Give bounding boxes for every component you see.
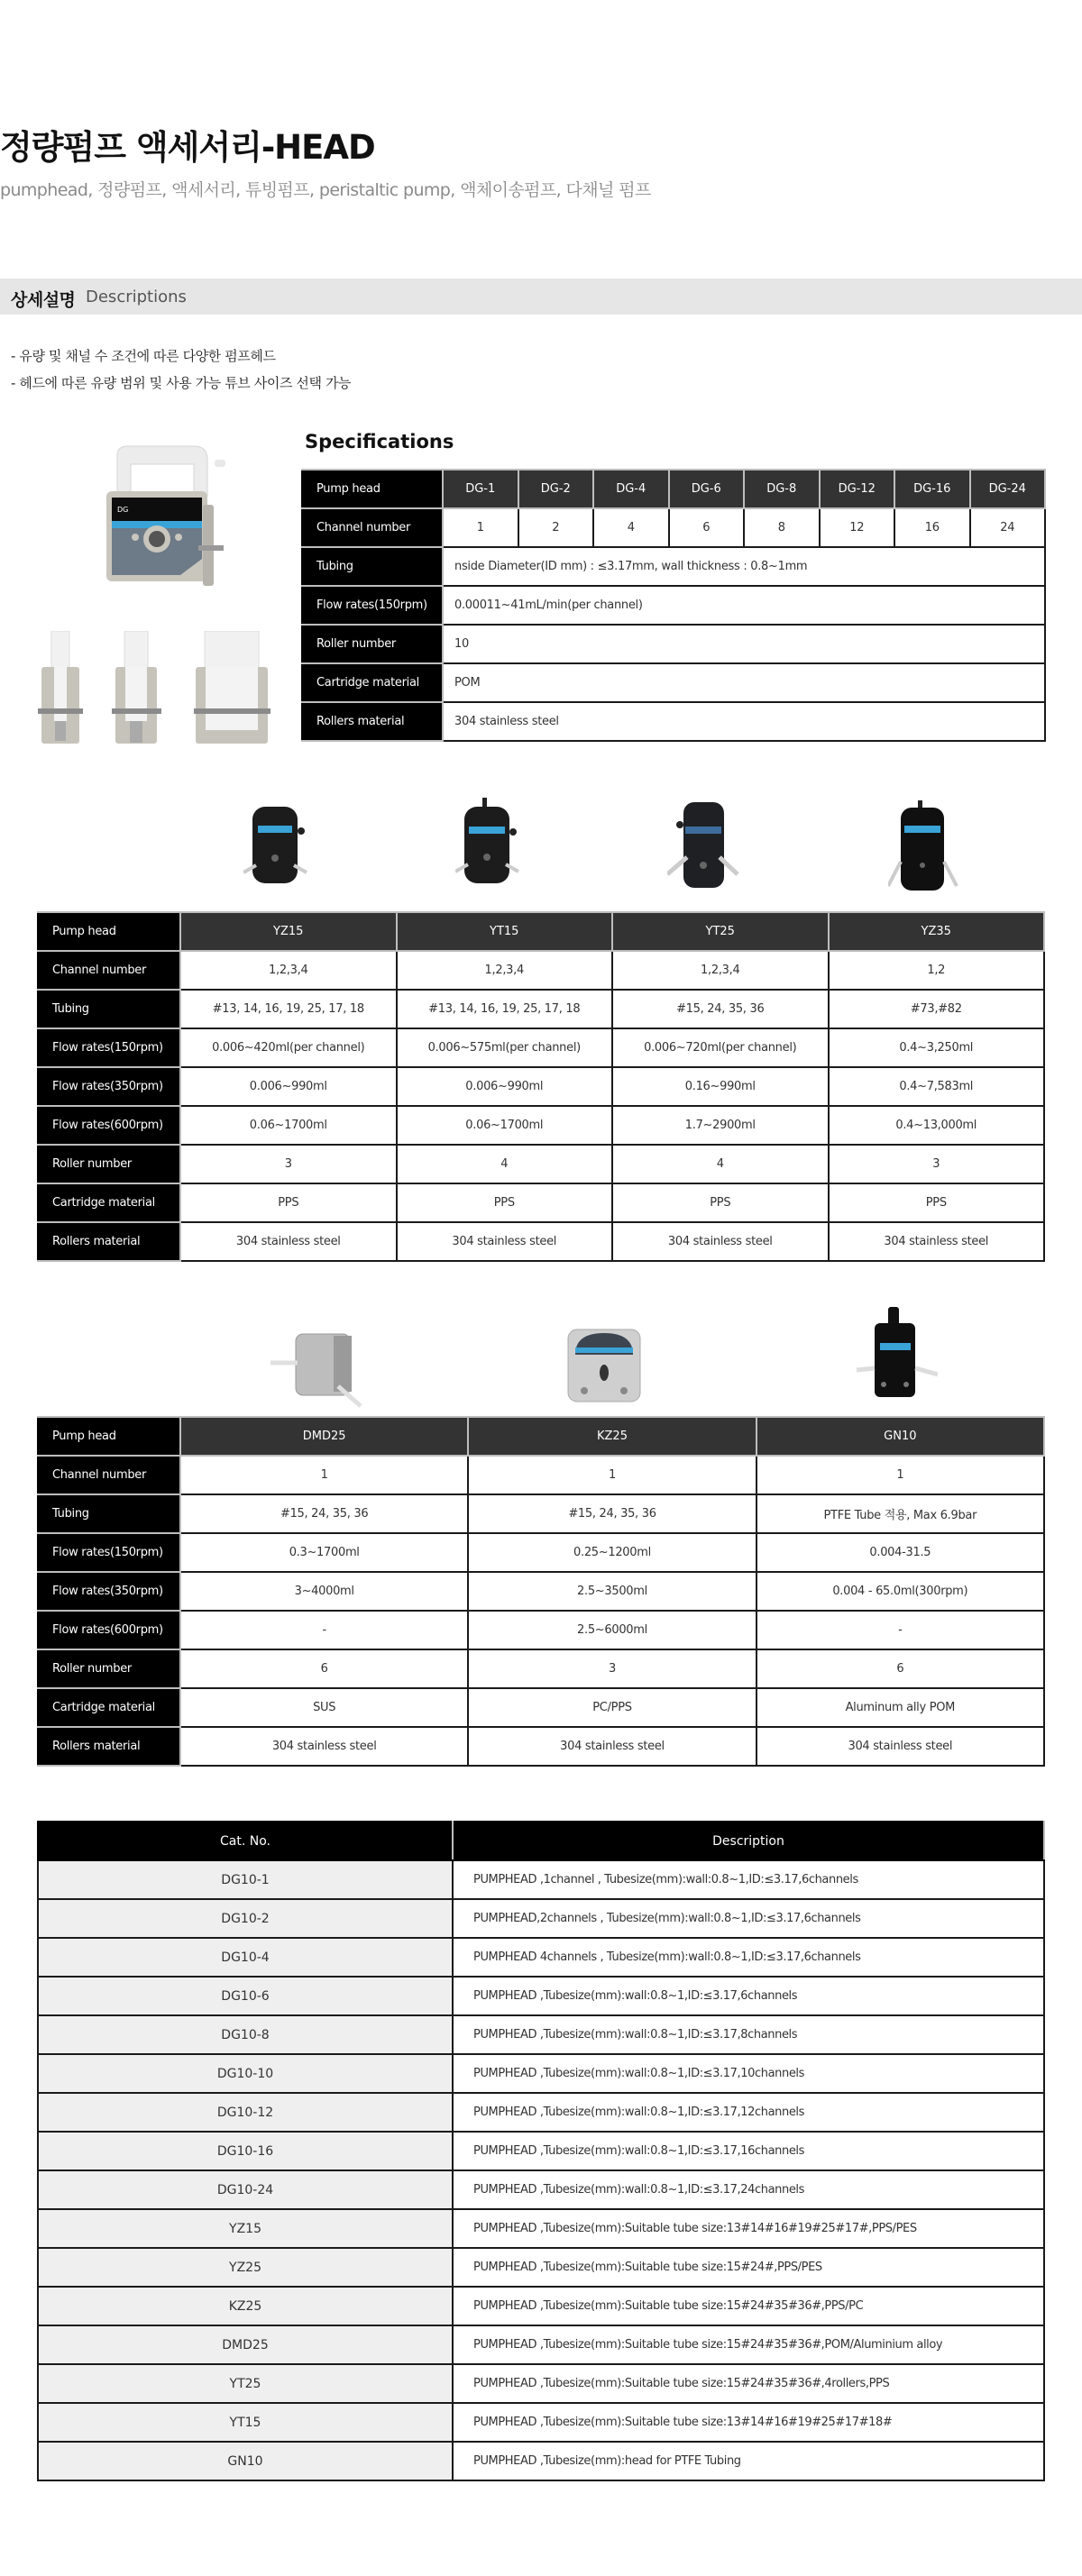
table-cell: #13, 14, 16, 19, 25, 17, 18 xyxy=(180,990,397,1028)
table-cell: PTFE Tube 적용, Max 6.9bar xyxy=(756,1494,1044,1533)
table-row xyxy=(38,1899,1044,1938)
model-header: DG-4 xyxy=(593,470,669,508)
table-row xyxy=(38,1067,1044,1106)
row-label: Roller number xyxy=(38,1145,180,1183)
section-header-bar xyxy=(0,279,1082,315)
table-cell: 0.4~7,583ml xyxy=(829,1067,1045,1106)
table-cell: 304 stainless steel xyxy=(443,702,1045,741)
model-header: DMD25 xyxy=(180,1417,468,1456)
table-cell: 8 xyxy=(744,508,820,547)
table-cell: 24 xyxy=(970,508,1046,547)
table-cell: 0.006~720ml(per channel) xyxy=(612,1028,829,1067)
yz15-pump-image xyxy=(243,802,316,896)
table-cell: PC/PPS xyxy=(468,1688,756,1727)
table-cell: 0.16~990ml xyxy=(612,1067,829,1106)
description-cell: PUMPHEAD ,Tubesize(mm):Suitable tube size:15#24#35#36#,4rollers,PPS xyxy=(453,2364,1044,2403)
table-cell: 4 xyxy=(397,1145,613,1183)
model-header: KZ25 xyxy=(468,1417,756,1456)
cat-no-cell: DG10-2 xyxy=(38,1899,453,1938)
table-cell: 0.4~3,250ml xyxy=(829,1028,1045,1067)
table-row xyxy=(302,547,1045,586)
table-row xyxy=(38,1977,1044,2015)
description-cell: PUMPHEAD ,Tubesize(mm):wall:0.8~1,ID:≤3.17,16channels xyxy=(453,2132,1044,2170)
table-row xyxy=(38,1494,1044,1533)
cat-no-cell: DG10-10 xyxy=(38,2054,453,2093)
table-cell: 3~4000ml xyxy=(180,1572,468,1611)
model-header: YT25 xyxy=(612,912,829,951)
description-line: - 헤드에 따른 유량 범위 및 사용 가능 튜브 사이즈 선택 가능 xyxy=(11,375,352,391)
table-cell: 6 xyxy=(669,508,745,547)
table-row xyxy=(302,586,1045,625)
table-cell: nside Diameter(ID mm) : ≤3.17mm, wall thickness : 0.8~1mm xyxy=(443,547,1045,586)
dg-4-side-image xyxy=(194,631,270,748)
model-header: DG-12 xyxy=(820,470,895,508)
model-header: DG-24 xyxy=(970,470,1046,508)
table-cell: 12 xyxy=(820,508,895,547)
keyword-tags: pumphead, 정량펌프, 액세서리, 튜빙펌프, peristaltic pump, 액체이송펌프, 다채널 펌프 xyxy=(0,180,651,200)
model-header: YZ35 xyxy=(829,912,1045,951)
description-cell: PUMPHEAD ,Tubesize(mm):wall:0.8~1,ID:≤3.17,12channels xyxy=(453,2093,1044,2132)
description-cell: PUMPHEAD ,Tubesize(mm):Suitable tube size:15#24#35#36#,POM/Aluminium alloy xyxy=(453,2325,1044,2364)
table-cell: 304 stainless steel xyxy=(397,1222,613,1261)
row-label: Rollers material xyxy=(38,1222,180,1261)
table-cell: 2 xyxy=(518,508,594,547)
table-cell: #15, 24, 35, 36 xyxy=(180,1494,468,1533)
row-label: Roller number xyxy=(38,1649,180,1688)
table-row xyxy=(38,912,1044,951)
table-cell: 0.4~13,000ml xyxy=(829,1106,1045,1145)
table-cell: 1 xyxy=(443,508,518,547)
row-label: Flow rates(600rpm) xyxy=(38,1106,180,1145)
model-header: DG-1 xyxy=(443,470,518,508)
table-cell: 304 stainless steel xyxy=(829,1222,1045,1261)
yt25-pump-image xyxy=(667,798,739,900)
table-row xyxy=(302,470,1045,508)
row-label: Cartridge material xyxy=(302,663,443,702)
table-row xyxy=(302,663,1045,702)
table-cell: #73,#82 xyxy=(829,990,1045,1028)
table-cell: POM xyxy=(443,663,1045,702)
table-cell: PPS xyxy=(612,1183,829,1222)
table-cell: 304 stainless steel xyxy=(756,1727,1044,1766)
column-header-description: Description xyxy=(453,1822,1044,1860)
cat-no-cell: DG10-12 xyxy=(38,2093,453,2132)
table-cell: #15, 24, 35, 36 xyxy=(468,1494,756,1533)
model-header: GN10 xyxy=(756,1417,1044,1456)
row-label: Flow rates(150rpm) xyxy=(302,586,443,625)
table-cell: 2.5~6000ml xyxy=(468,1611,756,1649)
yz-yt-specifications-table xyxy=(37,911,1045,1262)
table-cell: 1 xyxy=(180,1456,468,1494)
row-label: Channel number xyxy=(38,1456,180,1494)
cat-no-cell: GN10 xyxy=(38,2442,453,2480)
table-row xyxy=(38,2015,1044,2054)
row-label: Rollers material xyxy=(38,1727,180,1766)
table-cell: PPS xyxy=(180,1183,397,1222)
table-cell: 304 stainless steel xyxy=(468,1727,756,1766)
table-cell: - xyxy=(756,1611,1044,1649)
dg-1-side-image xyxy=(38,631,83,748)
table-cell: 1,2 xyxy=(829,951,1045,990)
cat-no-cell: YZ15 xyxy=(38,2209,453,2248)
table-cell: 304 stainless steel xyxy=(180,1727,468,1766)
table-cell: 6 xyxy=(180,1649,468,1688)
table-row xyxy=(38,2054,1044,2093)
catalog-table xyxy=(37,1821,1045,2481)
table-row xyxy=(38,2132,1044,2170)
table-cell: 304 stainless steel xyxy=(180,1222,397,1261)
row-label: Pump head xyxy=(38,912,180,951)
model-header: DG-8 xyxy=(744,470,820,508)
description-cell: PUMPHEAD ,Tubesize(mm):Suitable tube size:15#24#35#36#,PPS/PC xyxy=(453,2287,1044,2325)
dg-2-side-image xyxy=(112,631,161,748)
table-row xyxy=(302,625,1045,663)
cat-no-cell: DG10-1 xyxy=(38,1860,453,1899)
table-row xyxy=(38,2325,1044,2364)
table-row xyxy=(38,1938,1044,1977)
table-cell: 0.004-31.5 xyxy=(756,1533,1044,1572)
row-label: Rollers material xyxy=(302,702,443,741)
table-cell: 0.06~1700ml xyxy=(397,1106,613,1145)
description-cell: PUMPHEAD,2channels , Tubesize(mm):wall:0.8~1,ID:≤3.17,6channels xyxy=(453,1899,1044,1938)
description-cell: PUMPHEAD ,Tubesize(mm):wall:0.8~1,ID:≤3.17,8channels xyxy=(453,2015,1044,2054)
table-row xyxy=(38,2364,1044,2403)
description-cell: PUMPHEAD ,Tubesize(mm):wall:0.8~1,ID:≤3.17,6channels xyxy=(453,1977,1044,2015)
cat-no-cell: DG10-24 xyxy=(38,2170,453,2209)
table-cell: 0.004 - 65.0ml(300rpm) xyxy=(756,1572,1044,1611)
cat-no-cell: YT15 xyxy=(38,2403,453,2442)
row-label: Flow rates(600rpm) xyxy=(38,1611,180,1649)
table-row xyxy=(38,1145,1044,1183)
model-header: YZ15 xyxy=(180,912,397,951)
row-label: Roller number xyxy=(302,625,443,663)
dg-specifications-table xyxy=(301,469,1046,742)
row-label: Flow rates(150rpm) xyxy=(38,1028,180,1067)
model-header: DG-2 xyxy=(518,470,594,508)
model-header: DG-6 xyxy=(669,470,745,508)
table-row xyxy=(38,951,1044,990)
page-title: 정량펌프 액세서리-HEAD xyxy=(0,128,375,167)
dg-logo-text: DG xyxy=(117,506,129,514)
row-label: Cartridge material xyxy=(38,1183,180,1222)
description-cell: PUMPHEAD ,Tubesize(mm):wall:0.8~1,ID:≤3.17,24channels xyxy=(453,2170,1044,2209)
model-header: YT15 xyxy=(397,912,613,951)
description-cell: PUMPHEAD ,1channel , Tubesize(mm):wall:0.8~1,ID:≤3.17,6channels xyxy=(453,1860,1044,1899)
cat-no-cell: YZ25 xyxy=(38,2248,453,2287)
row-label: Tubing xyxy=(38,1494,180,1533)
column-header-cat-no: Cat. No. xyxy=(38,1822,453,1860)
row-label: Tubing xyxy=(38,990,180,1028)
row-label: Flow rates(350rpm) xyxy=(38,1067,180,1106)
table-cell: 10 xyxy=(443,625,1045,663)
table-row xyxy=(38,1649,1044,1688)
description-cell: PUMPHEAD ,Tubesize(mm):Suitable tube size:15#24#,PPS/PES xyxy=(453,2248,1044,2287)
table-cell: 0.006~990ml xyxy=(180,1067,397,1106)
table-header-row xyxy=(38,1822,1044,1860)
table-row xyxy=(38,2248,1044,2287)
table-row xyxy=(38,2170,1044,2209)
cat-no-cell: DMD25 xyxy=(38,2325,453,2364)
row-label: Channel number xyxy=(302,508,443,547)
table-cell: #13, 14, 16, 19, 25, 17, 18 xyxy=(397,990,613,1028)
table-row xyxy=(38,1183,1044,1222)
table-cell: 3 xyxy=(468,1649,756,1688)
table-row xyxy=(302,702,1045,741)
table-row xyxy=(38,2442,1044,2480)
model-header: DG-16 xyxy=(894,470,970,508)
table-row xyxy=(38,990,1044,1028)
table-row xyxy=(38,1222,1044,1261)
row-label: Channel number xyxy=(38,951,180,990)
table-cell: 1,2,3,4 xyxy=(612,951,829,990)
dmd25-pump-image xyxy=(270,1316,370,1414)
table-cell: 2.5~3500ml xyxy=(468,1572,756,1611)
table-cell: 4 xyxy=(612,1145,829,1183)
row-label: Flow rates(350rpm) xyxy=(38,1572,180,1611)
table-cell: PPS xyxy=(829,1183,1045,1222)
row-label: Cartridge material xyxy=(38,1688,180,1727)
table-cell: 1,2,3,4 xyxy=(180,951,397,990)
specifications-title: Specifications xyxy=(305,431,454,452)
table-row xyxy=(38,2403,1044,2442)
table-row xyxy=(38,1727,1044,1766)
section-title-en: Descriptions xyxy=(86,288,187,306)
table-cell: 304 stainless steel xyxy=(612,1222,829,1261)
table-cell: 1.7~2900ml xyxy=(612,1106,829,1145)
table-row xyxy=(38,1417,1044,1456)
table-row xyxy=(38,1860,1044,1899)
description-cell: PUMPHEAD ,Tubesize(mm):wall:0.8~1,ID:≤3.17,10channels xyxy=(453,2054,1044,2093)
description-cell: PUMPHEAD ,Tubesize(mm):Suitable tube size:13#14#16#19#25#17#18# xyxy=(453,2403,1044,2442)
table-cell: 16 xyxy=(894,508,970,547)
description-cell: PUMPHEAD ,Tubesize(mm):head for PTFE Tubing xyxy=(453,2442,1044,2480)
table-cell: 0.006~575ml(per channel) xyxy=(397,1028,613,1067)
table-cell: 0.06~1700ml xyxy=(180,1106,397,1145)
table-row xyxy=(38,1106,1044,1145)
cat-no-cell: DG10-8 xyxy=(38,2015,453,2054)
yt15-pump-image xyxy=(455,798,527,896)
dmd-kz-gn-specifications-table xyxy=(37,1416,1045,1767)
cat-no-cell: DG10-4 xyxy=(38,1938,453,1977)
table-cell: 0.3~1700ml xyxy=(180,1533,468,1572)
table-row xyxy=(38,1572,1044,1611)
table-cell: 3 xyxy=(829,1145,1045,1183)
kz25-pump-image xyxy=(559,1320,649,1410)
table-row xyxy=(38,2209,1044,2248)
dg-pump-head-image xyxy=(81,442,230,595)
gn10-pump-image xyxy=(857,1307,938,1410)
table-cell: 0.006~420ml(per channel) xyxy=(180,1028,397,1067)
yz35-pump-image xyxy=(888,800,960,899)
table-cell: 1 xyxy=(756,1456,1044,1494)
section-title-ko: 상세설명 xyxy=(11,290,76,310)
cat-no-cell: DG10-16 xyxy=(38,2132,453,2170)
row-label: Pump head xyxy=(302,470,443,508)
table-cell: 0.00011~41mL/min(per channel) xyxy=(443,586,1045,625)
table-row xyxy=(38,1611,1044,1649)
table-row xyxy=(38,2287,1044,2325)
table-cell: 3 xyxy=(180,1145,397,1183)
row-label: Tubing xyxy=(302,547,443,586)
table-cell: SUS xyxy=(180,1688,468,1727)
table-cell: 6 xyxy=(756,1649,1044,1688)
description-cell: PUMPHEAD ,Tubesize(mm):Suitable tube size:13#14#16#19#25#17#,PPS/PES xyxy=(453,2209,1044,2248)
description-cell: PUMPHEAD 4channels , Tubesize(mm):wall:0.8~1,ID:≤3.17,6channels xyxy=(453,1938,1044,1977)
table-row xyxy=(302,508,1045,547)
table-cell: - xyxy=(180,1611,468,1649)
table-cell: PPS xyxy=(397,1183,613,1222)
description-line: - 유량 및 채널 수 조건에 따른 다양한 펌프헤드 xyxy=(11,348,276,364)
row-label: Flow rates(150rpm) xyxy=(38,1533,180,1572)
cat-no-cell: DG10-6 xyxy=(38,1977,453,2015)
table-row xyxy=(38,2093,1044,2132)
table-cell: #15, 24, 35, 36 xyxy=(612,990,829,1028)
table-row xyxy=(38,1688,1044,1727)
description-list xyxy=(11,343,351,397)
row-label: Pump head xyxy=(38,1417,180,1456)
table-cell: Aluminum ally POM xyxy=(756,1688,1044,1727)
table-row xyxy=(38,1456,1044,1494)
cat-no-cell: KZ25 xyxy=(38,2287,453,2325)
table-cell: 0.006~990ml xyxy=(397,1067,613,1106)
cat-no-cell: YT25 xyxy=(38,2364,453,2403)
table-cell: 1 xyxy=(468,1456,756,1494)
table-cell: 0.25~1200ml xyxy=(468,1533,756,1572)
table-cell: 4 xyxy=(593,508,669,547)
table-cell: 1,2,3,4 xyxy=(397,951,613,990)
table-row xyxy=(38,1533,1044,1572)
table-row xyxy=(38,1028,1044,1067)
